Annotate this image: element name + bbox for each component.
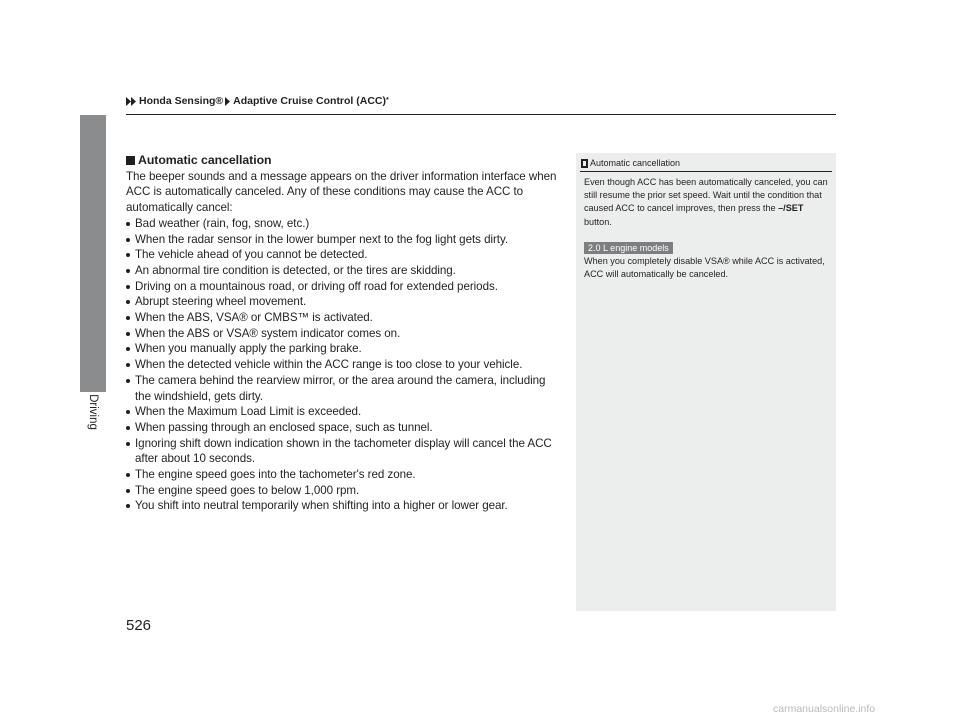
watermark: carmanualsonline.info [773,703,876,715]
breadcrumb: Honda Sensing® Adaptive Cruise Control (ACC) * [126,95,389,107]
chapter-tab [80,115,106,392]
list-item: When the detected vehicle within the ACC range is too close to your vehicle. [126,357,562,373]
chapter-label-text: Driving [87,394,100,430]
note-paragraph [584,176,828,229]
note-text-end: button. [584,216,612,227]
breadcrumb-item-honda-sensing[interactable]: Honda Sensing® [139,95,224,107]
list-item: When the ABS or VSA® system indicator comes on. [126,326,562,342]
breadcrumb-item-acc[interactable]: Adaptive Cruise Control (ACC) [233,95,387,107]
list-item: Bad weather (rain, fog, snow, etc.) [126,216,562,232]
list-item: When the Maximum Load Limit is exceeded. [126,404,562,420]
engine-model-tag: 2.0 L engine models [584,242,673,254]
arrow-right-icon [225,97,231,106]
set-button-name: –/SET [778,203,804,214]
note-tag-paragraph: When you completely disable VSA® while ACC is activated, ACC will automatically be canceled. [584,256,825,280]
list-item: The camera behind the rearview mirror, or the area around the camera, including the windshield, gets dirty. [126,373,562,404]
list-item: Abrupt steering wheel movement. [126,294,562,310]
condition-list [126,216,562,514]
section-title: Automatic cancellation [138,153,272,167]
main-content [126,153,562,514]
note-title [581,158,680,168]
list-item: The engine speed goes into the tachometer's red zone. [126,467,562,483]
double-arrow-icon [126,97,137,106]
note-title-text: Automatic cancellation [590,158,681,168]
list-item: Driving on a mountainous road, or driving off road for extended periods. [126,279,562,295]
list-item: You shift into neutral temporarily when shifting into a higher or lower gear. [126,498,562,514]
side-note [576,153,836,611]
list-item: When the ABS, VSA® or CMBS™ is activated. [126,310,562,326]
page-number: 526 [126,617,152,634]
header-rule [126,114,836,115]
list-item: The vehicle ahead of you cannot be detected. [126,247,562,263]
list-item: When you manually apply the parking brake. [126,341,562,357]
note-text: Even though ACC has been automatically canceled, you can still resume the prior set speed. Wait until the condition that caused ACC to cancel improves, then press the [584,177,828,214]
list-item: Ignoring shift down indication shown in the tachometer display will cancel the ACC after about 10 seconds. [126,436,562,467]
note-body [584,176,828,281]
list-item: When passing through an enclosed space, such as tunnel. [126,420,562,436]
square-bullet-icon [126,156,135,165]
section-intro: The beeper sounds and a message appears on the driver information interface when ACC is automatically canceled. Any of these conditions may cause the ACC to automatically cancel: [126,169,557,215]
note-rule [580,171,832,172]
note-marker-icon [581,159,588,168]
section-heading [126,153,562,169]
list-item: An abnormal tire condition is detected, or the tires are skidding. [126,263,562,279]
list-item: When the radar sensor in the lower bumper next to the fog light gets dirty. [126,232,562,248]
chapter-label [80,392,106,432]
list-item: The engine speed goes to below 1,000 rpm. [126,483,562,499]
